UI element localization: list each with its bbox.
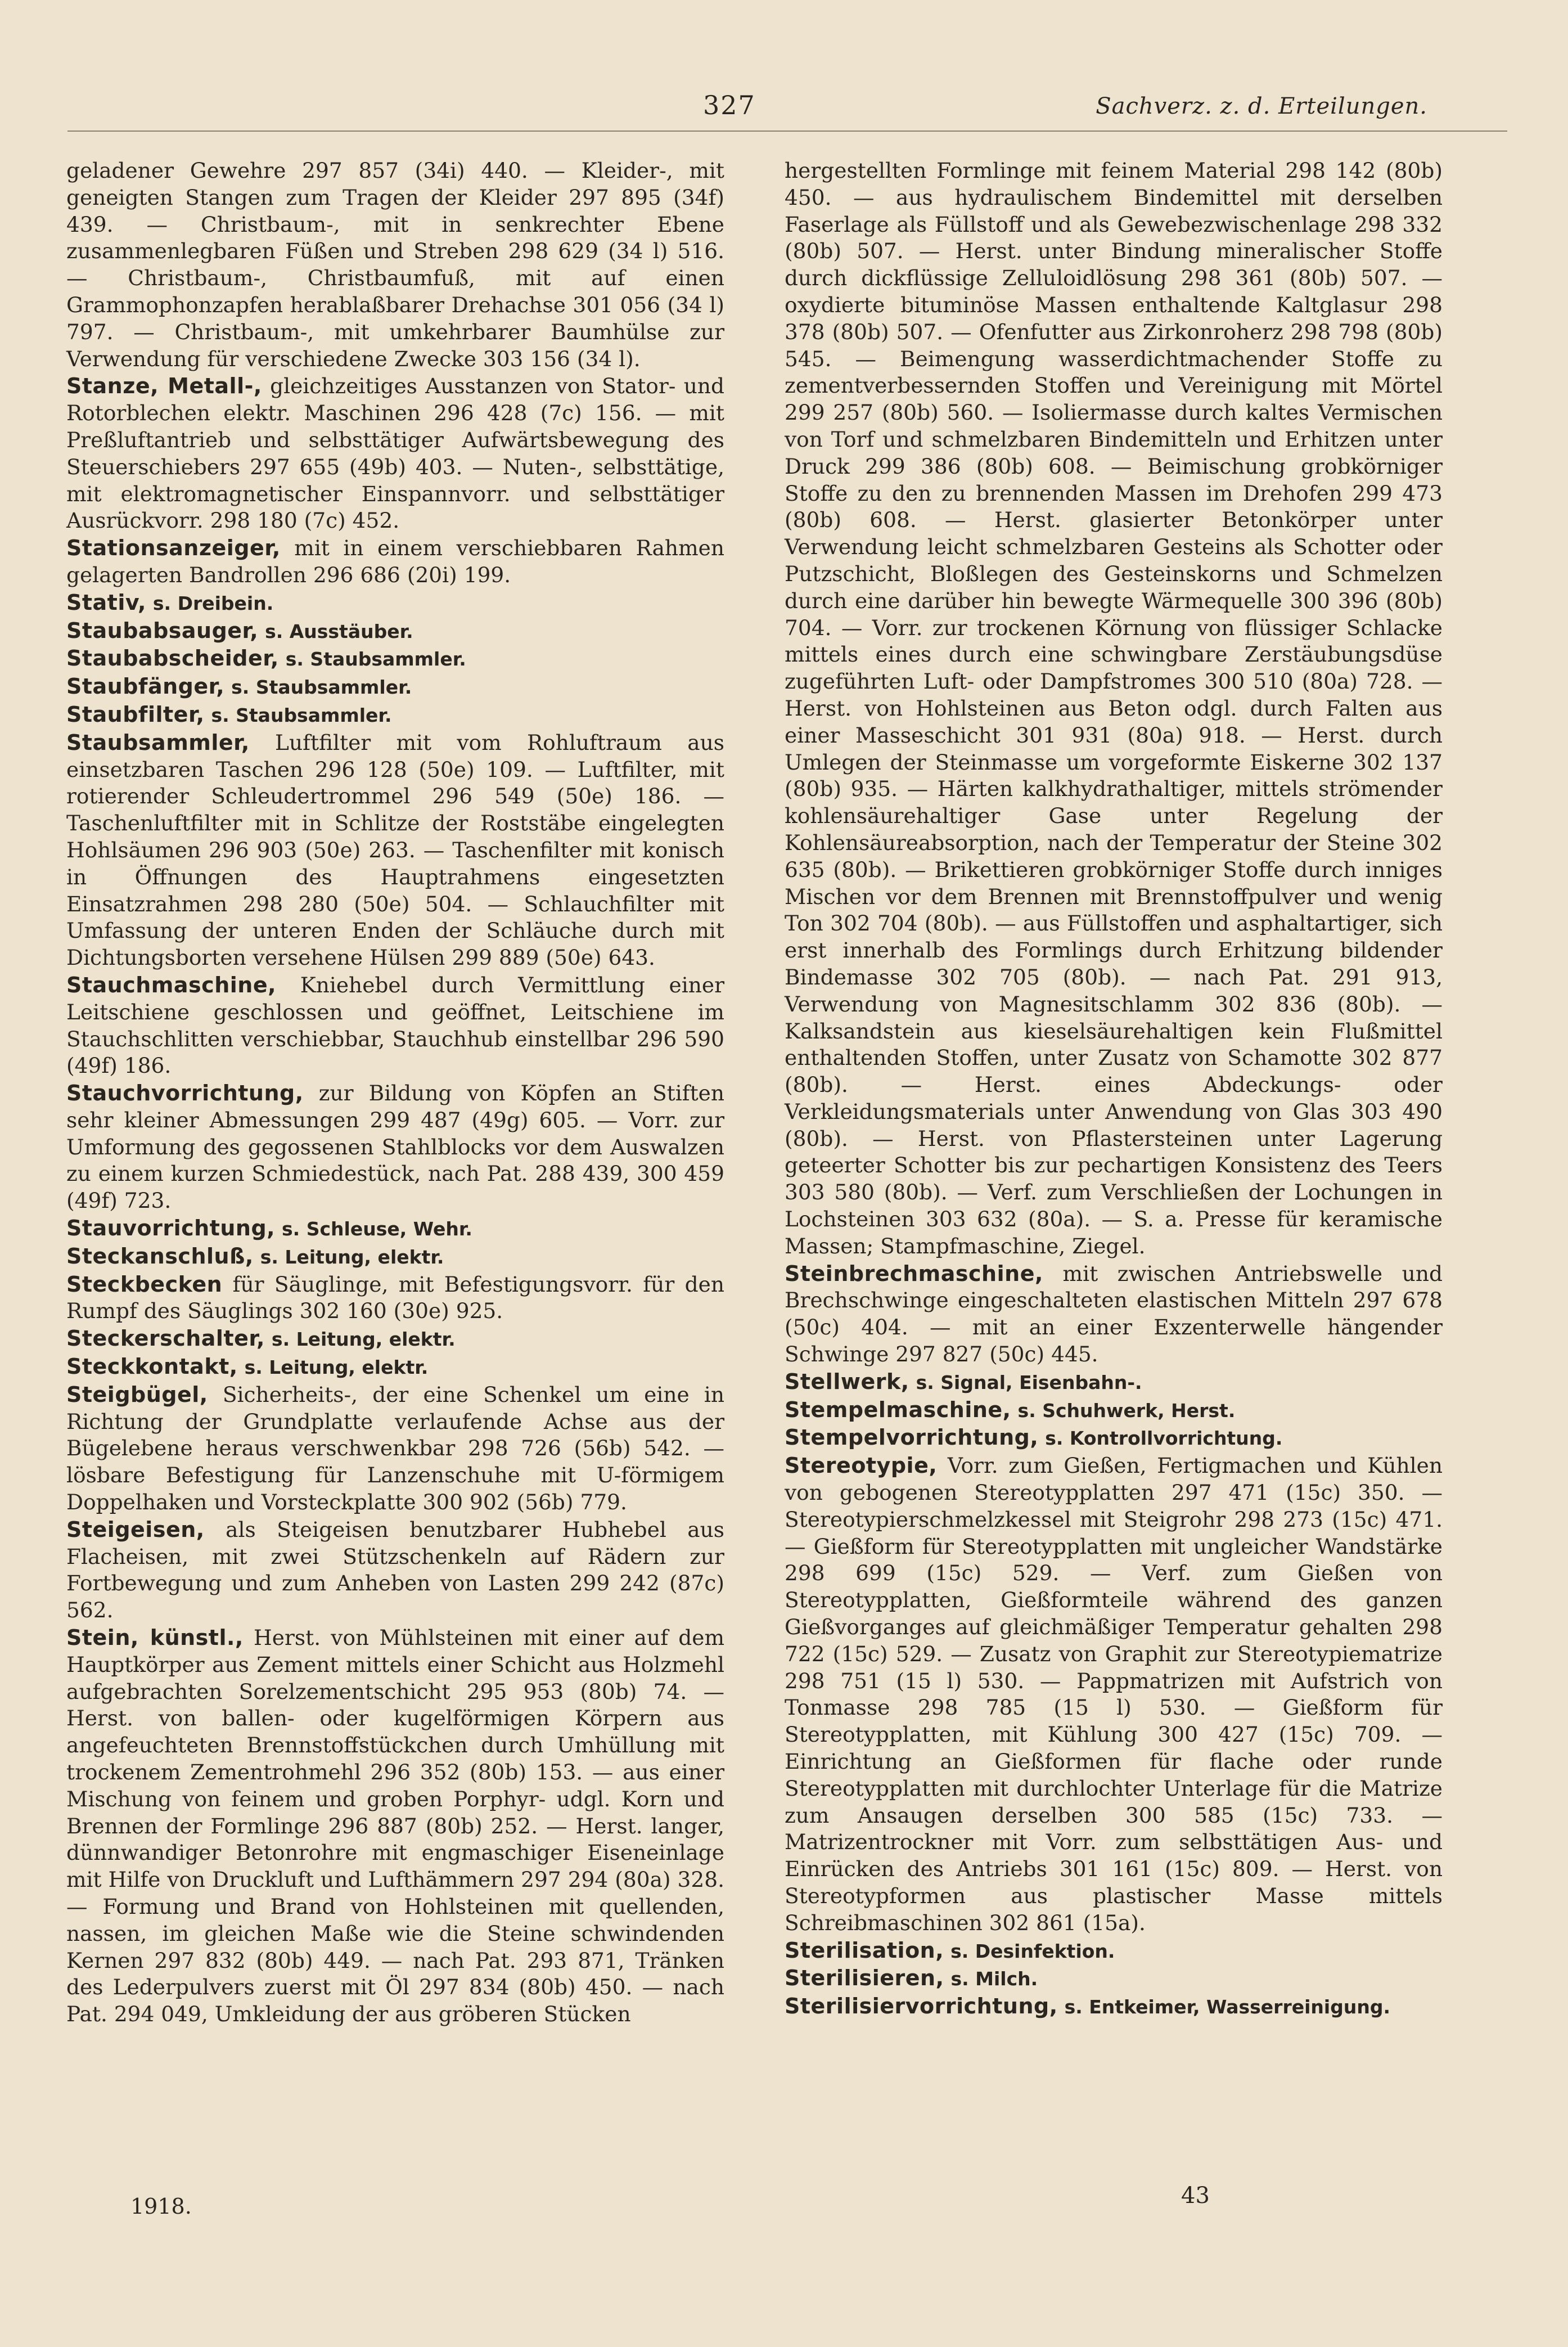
entry-cross-reference: s. Staubsammler. xyxy=(231,676,412,699)
index-entry xyxy=(785,1453,1443,1936)
entry-cross-reference: s. Schleuse, Wehr. xyxy=(282,1218,472,1240)
index-entry xyxy=(66,1080,724,1215)
index-entry xyxy=(785,1261,1443,1368)
entry-headword: Staubabscheider, xyxy=(66,646,279,671)
entry-text xyxy=(146,590,153,615)
entry-text: geladener Gewehre 297 857 (34i) 440. — Kleider-, mit geneigten Stangen zum Tragen der Kleider 297 895 (34f) 439. — Christbaum-, mit in senkrechter Ebene zusammenlegbaren Füßen und Streben 298 629 (34 l) 516. — Christbaum-, Christbaumfuß, mit auf einen Grammophonzapfen herablaßbarer Drehachse 301 056 (34 l) 797. — Christbaum-, mit umkehrbarer Baumhülse zur Verwendung für verschiedene Zwecke 303 156 (34 l). xyxy=(66,158,724,371)
entry-text xyxy=(254,1244,260,1269)
entry-headword: Staubabsauger, xyxy=(66,618,259,643)
entry-cross-reference: s. Staubsammler. xyxy=(211,704,392,726)
entry-text xyxy=(265,1326,272,1351)
index-entry xyxy=(66,1625,724,2028)
entry-headword: Stativ, xyxy=(66,590,146,615)
entry-headword: Stauchmaschine, xyxy=(66,972,277,997)
index-entry xyxy=(66,730,724,972)
entry-headword: Stereotypie, xyxy=(785,1453,938,1478)
entry-headword: Steckerschalter, xyxy=(66,1326,265,1351)
index-entry xyxy=(66,702,724,729)
entry-text xyxy=(1038,1425,1045,1450)
entry-headword: Stationsanzeiger, xyxy=(66,536,281,561)
index-entry xyxy=(66,1325,724,1353)
entry-headword: Steckbecken xyxy=(66,1271,223,1297)
entry-headword: Stempelvorrichtung, xyxy=(785,1425,1039,1450)
index-entry xyxy=(785,158,1443,1260)
entry-headword: Sterilisation, xyxy=(785,1937,944,1963)
entry-text: Luftfilter mit vom Rohluftraum aus einsetzbaren Taschen 296 128 (50e) 109. — Luftfilter, mit rotierender Schleudertrommel 296 549 (50e) 186. — Taschenluftfilter mit in Schlitze der Roststäbe eingelegten Hohlsäumen 296 903 (50e) 263. — Taschenfilter mit konisch in Öffnungen des Hauptrahmens eingesetzten Einsatzrahmen 298 280 (50e) 504. — Schlauchfilter mit Umfassung der unteren Enden der Schläuche durch mit Dichtungsborten versehene Hülsen 299 889 (50e) 643. xyxy=(66,730,724,970)
entry-text xyxy=(258,618,265,643)
footer-year: 1918. xyxy=(130,2194,192,2219)
entry-cross-reference: s. Kontrollvorrichtung. xyxy=(1045,1427,1283,1450)
index-entry xyxy=(66,1271,724,1325)
entry-text xyxy=(238,1354,245,1379)
entry-text: Kniehebel durch Vermittlung einer Leitschiene geschlossen und geöffnet, Leitschiene im Stauchschlitten verschiebbar, Stauchhub einstellbar 296 590 (49f) 186. xyxy=(66,972,724,1078)
entry-text: mit in einem verschiebbaren Rahmen gelagerten Bandrollen 296 686 (20i) 199. xyxy=(66,536,724,587)
entry-headword: Stempelmaschine, xyxy=(785,1397,1011,1422)
entry-cross-reference: s. Ausstäuber. xyxy=(265,620,413,642)
index-entry xyxy=(785,1369,1443,1396)
entry-text xyxy=(279,646,286,671)
entry-cross-reference: s. Desinfektion. xyxy=(950,1940,1115,1962)
entry-cross-reference: s. Schuhwerk, Herst. xyxy=(1017,1399,1236,1422)
entry-text xyxy=(944,1938,950,1963)
entry-text xyxy=(944,1966,951,1990)
entry-text: als Steigeisen benutzbarer Hubhebel aus Flacheisen, mit zwei Stützschenkeln auf Rädern zur Fortbewegung und zum Anheben von Lasten 299 242 (87c) 562. xyxy=(66,1517,724,1623)
index-entry xyxy=(785,1993,1443,2021)
index-entry xyxy=(66,618,724,645)
index-entry xyxy=(785,1397,1443,1424)
entry-text: mit zwischen Antriebswelle und Brechschwinge eingeschalteten elastischen Mitteln 297 678 (50c) 404. — mit an einer Exzenterwelle hängender Schwinge 297 827 (50c) 445. xyxy=(785,1261,1443,1367)
entry-cross-reference: s. Leitung, elektr. xyxy=(260,1246,444,1268)
entry-headword: Steigeisen, xyxy=(66,1517,205,1542)
entry-headword: Stein, künstl., xyxy=(66,1625,244,1651)
index-entry xyxy=(66,158,724,372)
entry-headword: Sterilisieren, xyxy=(785,1966,944,1991)
entry-cross-reference: s. Milch. xyxy=(950,1968,1038,1990)
index-entry xyxy=(66,1215,724,1243)
left-column xyxy=(66,158,724,2029)
index-entry xyxy=(66,373,724,534)
entry-text: für Säuglinge, mit Befestigungsvorr. für den Rumpf des Säuglings 302 160 (30e) 925. xyxy=(66,1271,724,1324)
index-entry xyxy=(66,673,724,701)
index-entry xyxy=(785,1424,1443,1452)
entry-text xyxy=(1011,1397,1018,1422)
index-entry xyxy=(66,1354,724,1381)
entry-headword: Steinbrechmaschine, xyxy=(785,1261,1043,1286)
entry-text: gleichzeitiges Ausstanzen von Stator- und Rotorblechen elektr. Maschinen 296 428 (7c) 156. — mit Preßluftantrieb und selbsttätiger Aufwärtsbewegung des Steuerschiebers 297 655 (49b) 403. — Nuten-, selbsttätige, mit elektromagnetischer Einspannvorr. und selbsttätiger Ausrückvorr. 298 180 (7c) 452. xyxy=(66,374,725,533)
entry-text xyxy=(205,702,211,727)
entry-cross-reference: s. Leitung, elektr. xyxy=(271,1328,456,1351)
entry-cross-reference: s. Leitung, elektr. xyxy=(244,1356,429,1379)
entry-headword: Sterilisiervorrichtung, xyxy=(785,1994,1058,2019)
entry-headword: Steckanschluß, xyxy=(66,1243,254,1269)
running-title: Sachverz. z. d. Erteilungen. xyxy=(1096,93,1427,119)
entry-text xyxy=(1058,1994,1065,2018)
index-entry xyxy=(66,1382,724,1516)
index-entry xyxy=(785,1937,1443,1965)
entry-cross-reference: s. Dreibein. xyxy=(152,592,274,614)
entry-headword: Staubfilter, xyxy=(66,702,205,727)
entry-text: zur Bildung von Köpfen an Stiften sehr kleiner Abmessungen 299 487 (49g) 605. — Vorr. zur Umformung des gegossenen Stahlblocks vor dem Auswalzen zu einem kurzen Schmiedestück, nach Pat. 288 439, 300 459 (49f) 723. xyxy=(66,1081,724,1213)
entry-headword: Stauchvorrichtung, xyxy=(66,1081,304,1106)
entry-headword: Steigbügel, xyxy=(66,1382,208,1407)
running-head xyxy=(0,84,1568,129)
entry-cross-reference: s. Entkeimer, Wasserreinigung. xyxy=(1064,1996,1390,2018)
index-entry xyxy=(66,972,724,1080)
page-number: 327 xyxy=(703,90,756,120)
entry-text xyxy=(224,674,231,699)
entry-text: Vorr. zum Gießen, Fertigmachen und Kühlen von gebogenen Stereotypplatten 297 471 (15c) 350. — Stereotypierschmelzkessel mit Steigrohr 298 273 (15c) 471. — Gießform für Stereotypplatten mit ungleicher Wandstärke 298 699 (15c) 529. — Verf. zum Gießen von Stereotypplatten, Gießformteile während des ganzen Gießvorganges auf gleichmäßiger Temperatur gehalten 298 722 (15c) 529. — Zusatz von Graphit zur Stereotypiematrize 298 751 (15 l) 530. — Pappmatrizen mit Aufstrich von Tonmasse 298 785 (15 l) 530. — Gießform für Stereotypplatten, mit Kühlung 300 427 (15c) 709. — Einrichtung an Gießformen für flache oder runde Stereotypplatten mit durchlochter Unterlage für die Matrize zum Ansaugen derselben 300 585 (15c) 733. — Matrizentrockner mit Vorr. zum selbsttätigen Aus- und Einrücken des Antriebs 301 161 (15c) 809. — Herst. von Stereotypformen aus plastischer Masse mittels Schreibmaschinen 302 861 (15a). xyxy=(785,1453,1443,1935)
entry-headword: Steckkontakt, xyxy=(66,1354,238,1379)
entry-headword: Stauvorrichtung, xyxy=(66,1216,276,1241)
index-entry xyxy=(785,1965,1443,1993)
right-column xyxy=(785,158,1443,2021)
index-entry xyxy=(66,535,724,589)
footer-signature: 43 xyxy=(1181,2183,1210,2209)
entry-headword: Stanze, Metall-, xyxy=(66,374,262,399)
entry-text xyxy=(275,1216,282,1240)
index-entry xyxy=(66,1517,724,1624)
entry-headword: Stellwerk, xyxy=(785,1369,909,1394)
header-rule xyxy=(67,131,1507,132)
entry-cross-reference: s. Signal, Eisenbahn-. xyxy=(916,1371,1142,1393)
entry-text: Herst. von Mühlsteinen mit einer auf dem Hauptkörper aus Zement mittels einer Schicht aus Holzmehl aufgebrachten Sorelzementschicht 295 953 (80b) 74. — Herst. von ballen- oder kugelförmigen Körpern aus angefeuchteten Brennstoffstückchen durch Umhüllung mit trockenem Zementrohmehl 296 352 (80b) 153. — aus einer Mischung von feinem und groben Porphyr- udgl. Korn und Brennen der Formlinge 296 887 (80b) 252. — Herst. langer, dünnwandiger Betonrohre mit engmaschiger Eiseneinlage mit Hilfe von Druckluft und Lufthämmern 297 294 (80a) 328. — Formung und Brand von Hohlsteinen mit quellenden, nassen, im gleichen Maße wie die Steine schwindenden Kernen 297 832 (80b) 449. — nach Pat. 293 871, Tränken des Lederpulvers zuerst mit Öl 297 834 (80b) 450. — nach Pat. 294 049, Umkleidung der aus gröberen Stücken xyxy=(66,1625,725,2027)
entry-headword: Staubfänger, xyxy=(66,674,225,699)
entry-text xyxy=(909,1369,916,1394)
entry-text: hergestellten Formlinge mit feinem Material 298 142 (80b) 450. — aus hydraulischem Bindemittel mit derselben Faserlage als Füllstoff und als Gewebezwischenlage 298 332 (80b) 507. — Herst. unter Bindung mineralischer Stoffe durch dickflüssige Zelluloidlösung 298 361 (80b) 507. — oxydierte bituminöse Massen enthaltende Kaltglasur 298 378 (80b) 507. — Ofenfutter aus Zirkonroherz 298 798 (80b) 545. — Beimengung wasserdichtmachender Stoffe zu zementverbessernden Stoffen und Vereinigung mit Mörtel 299 257 (80b) 560. — Isoliermasse durch kaltes Vermischen von Torf und schmelzbaren Bindemitteln und Erhitzen unter Druck 299 386 (80b) 608. — Beimischung grobkörniger Stoffe zu den zu brennenden Massen im Drehofen 299 473 (80b) 608. — Herst. glasierter Betonkörper unter Verwendung leicht schmelzbaren Gesteins als Schotter oder Putzschicht, Bloßlegen des Gesteinskorns und Schmelzen durch eine darüber hin bewegte Wärmequelle 300 396 (80b) 704. — Vorr. zur trockenen Körnung von flüssiger Schlacke mittels eines durch eine schwingbare Zerstäubungsdüse zugeführten Luft- oder Dampfstromes 300 510 (80a) 728. — Herst. von Hohlsteinen aus Beton odgl. durch Falten aus einer Masseschicht 301 931 (80a) 918. — Herst. durch Umlegen der Steinmasse um vorgeformte Eiskerne 302 137 (80b) 935. — Härten kalkhydrathaltiger, mittels strömender kohlensäurehaltiger Gase unter Regelung der Kohlensäureabsorption, nach der Temperatur der Steine 302 635 (80b). — Brikettieren grobkörniger Stoffe durch inniges Mischen vor dem Brennen mit Brennstoffpulver und wenig Ton 302 704 (80b). — aus Füllstoffen und asphaltartiger, sich erst innerhalb des Formlings durch Erhitzung bildender Bindemasse 302 705 (80b). — nach Pat. 291 913, Verwendung von Magnesitschlamm 302 836 (80b). — Kalksandstein aus kieselsäurehaltigen kein Flußmittel enthaltenden Stoffen, unter Zusatz von Schamotte 302 877 (80b). — Herst. eines Abdeckungs- oder Verkleidungsmaterials unter Anwendung von Glas 303 490 (80b). — Herst. von Pflastersteinen unter Lagerung geteerter Schotter bis zur pechartigen Konsistenz des Teers 303 580 (80b). — Verf. zum Verschließen der Lochungen in Lochsteinen 303 632 (80a). — S. a. Presse für keramische Massen; Stampfmaschine, Ziegel. xyxy=(785,158,1443,1258)
entry-headword: Staubsammler, xyxy=(66,730,250,755)
index-entry xyxy=(66,1243,724,1271)
entry-text: Sicherheits-, der eine Schenkel um eine in Richtung der Grundplatte verlaufende Achse aus der Bügelebene heraus verschwenkbar 298 726 (56b) 542. — lösbare Befestigung für Lanzenschuhe mit U-förmigem Doppelhaken und Vorsteckplatte 300 902 (56b) 779. xyxy=(66,1382,724,1515)
index-entry xyxy=(66,590,724,617)
index-entry xyxy=(66,645,724,673)
entry-cross-reference: s. Staubsammler. xyxy=(285,648,466,671)
